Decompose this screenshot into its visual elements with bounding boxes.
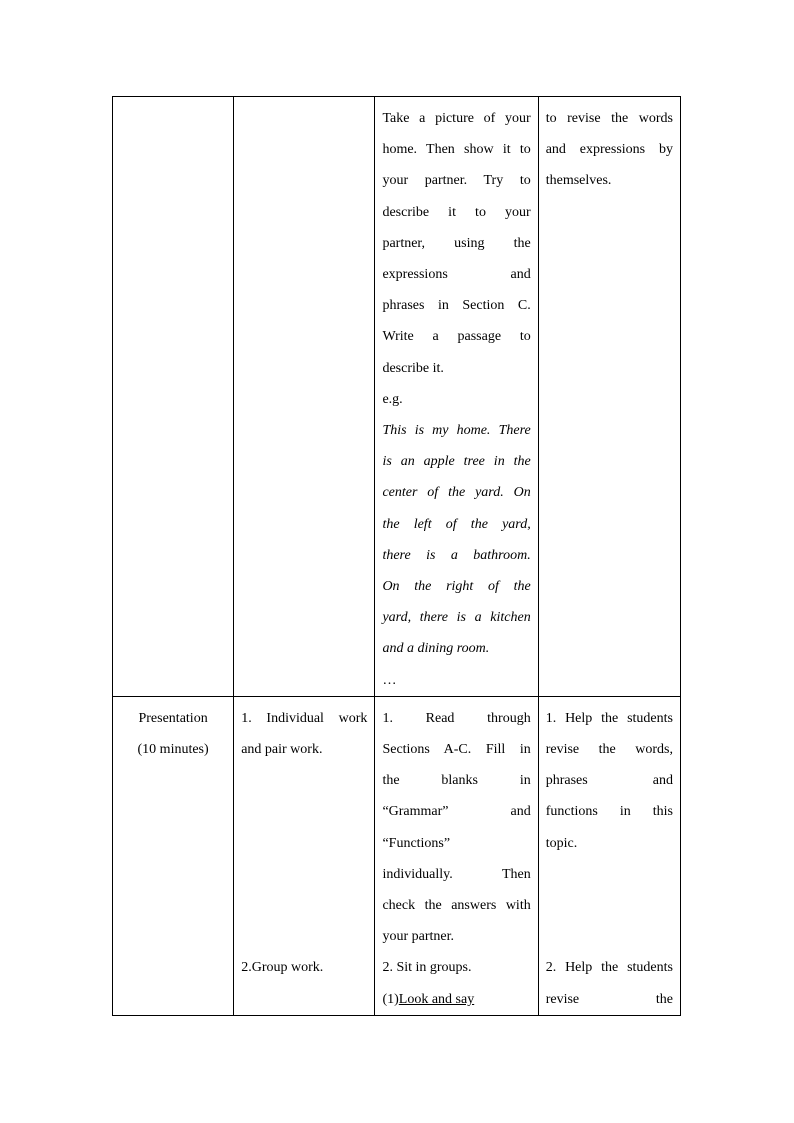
example-line: center of the yard. On xyxy=(382,485,531,501)
activity-line: phrases in Section C. xyxy=(382,298,531,314)
interaction-cell xyxy=(234,696,375,1015)
activity-line: your partner. xyxy=(382,929,454,945)
example-line: there is a bathroom. xyxy=(382,547,531,563)
activity-subitem-number: (1) xyxy=(382,991,399,1007)
purpose-line: 2. Help the students xyxy=(545,960,673,976)
interaction-line: and pair work. xyxy=(241,742,323,758)
activity-line: partner, using the xyxy=(382,235,531,251)
purpose-line: themselves. xyxy=(545,173,612,189)
purpose-line: phrases and xyxy=(545,773,673,789)
purpose-line: to revise the words xyxy=(545,111,673,126)
purpose-line: revise the xyxy=(545,991,673,1007)
example-line: and a dining room. xyxy=(382,641,490,657)
table-row xyxy=(113,696,681,1015)
example-line: the left of the yard, xyxy=(382,516,531,532)
activity-line: Sections A-C. Fill in xyxy=(382,742,531,758)
interaction-cell xyxy=(234,97,375,697)
example-line: On the right of the xyxy=(382,579,531,595)
activity-cell xyxy=(375,696,538,1015)
stage-cell xyxy=(113,696,234,1015)
purpose-cell xyxy=(538,97,680,697)
activity-line: the blanks in xyxy=(382,773,531,789)
activity-line: 1. Read through xyxy=(382,710,531,726)
activity-line: “Functions” xyxy=(382,835,451,851)
activity-line: 2. Sit in groups. xyxy=(382,960,472,976)
example-label: e.g. xyxy=(382,391,403,407)
stage-duration: (10 minutes) xyxy=(137,742,209,758)
activity-line: home. Then show it to xyxy=(382,142,531,158)
ellipsis: … xyxy=(382,672,397,688)
activity-line: describe it to your xyxy=(382,204,531,220)
activity-line: Write a passage to xyxy=(382,329,531,345)
purpose-line: functions in this xyxy=(545,804,673,820)
activity-subitem xyxy=(382,984,530,1015)
stage-title: Presentation xyxy=(138,710,208,726)
table-row xyxy=(113,97,681,697)
interaction-line: 2.Group work. xyxy=(241,960,324,976)
stage-cell xyxy=(113,97,234,697)
purpose-line: 1. Help the students xyxy=(545,710,673,726)
activity-line: your partner. Try to xyxy=(382,173,531,189)
purpose-line: revise the words, xyxy=(545,742,673,758)
activity-line: Take a picture of your xyxy=(382,111,531,126)
example-line: This is my home. There xyxy=(382,423,531,439)
example-line: yard, there is a kitchen xyxy=(382,610,531,626)
activity-cell xyxy=(375,97,538,697)
example-line: is an apple tree in the xyxy=(382,454,531,470)
interaction-line: 1. Individual work xyxy=(241,710,368,726)
look-and-say-link: Look and say xyxy=(398,991,475,1007)
purpose-line: topic. xyxy=(545,835,578,851)
activity-line: describe it. xyxy=(382,360,444,376)
purpose-line: and expressions by xyxy=(545,142,673,158)
purpose-cell xyxy=(538,696,680,1015)
activity-line: expressions and xyxy=(382,267,531,283)
activity-line: individually. Then xyxy=(382,866,531,882)
activity-line: “Grammar” and xyxy=(382,804,531,820)
lesson-plan-table xyxy=(112,96,681,1016)
activity-line: check the answers with xyxy=(382,898,531,914)
